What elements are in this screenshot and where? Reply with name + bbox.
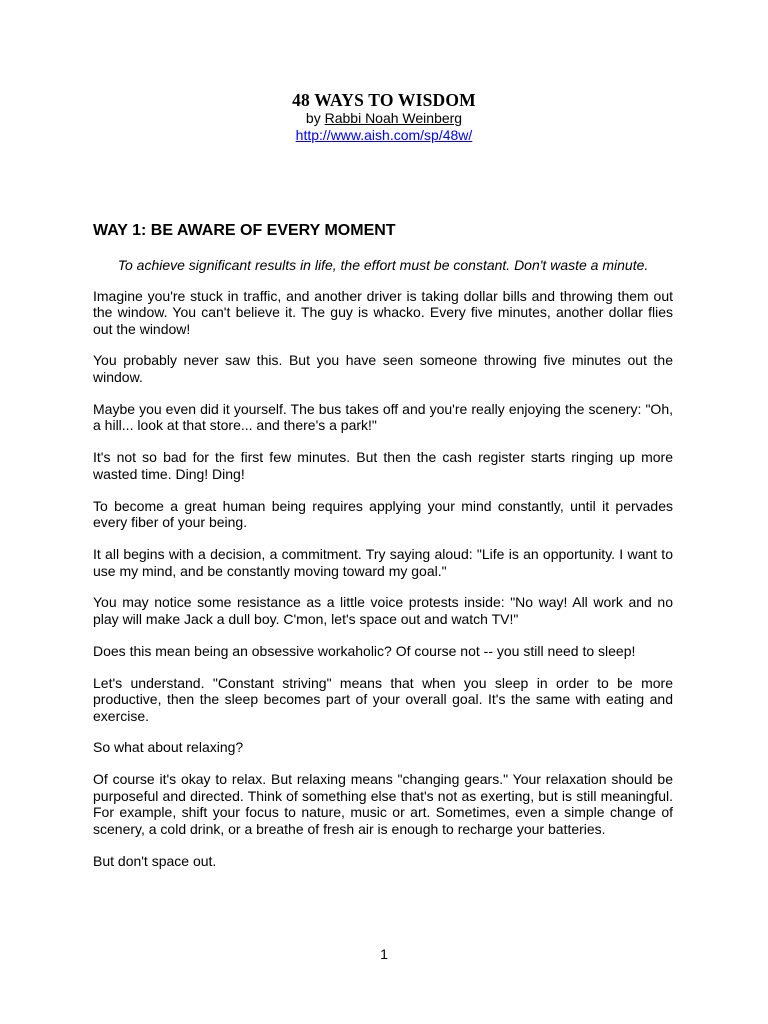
document-header [0,90,768,145]
epigraph: To achieve significant results in life, the effort must be constant. Don't waste a minute. [117,257,649,273]
paragraph: It all begins with a decision, a commitment. Try saying aloud: "Life is an opportunity. I want to use my mind, and be constantly moving toward my goal." [93,545,673,579]
paragraph: You probably never saw this. But you have seen someone throwing five minutes out the window. [93,352,673,386]
paragraph: You may notice some resistance as a little voice protests inside: "No way! All work and no play will make Jack a dull boy. C'mon, let's space out and watch TV!" [93,594,673,627]
paragraph: Imagine you're stuck in traffic, and another driver is taking dollar bills and throwing them out the window. You can't believe it. The guy is whacko. Every five minutes, another dollar flies out the window! [93,287,673,337]
byline [0,110,768,127]
paragraph: Let's understand. "Constant striving" means that when you sleep in order to be more productive, then the sleep becomes part of your overall goal. It's the same with eating and exercise. [93,674,673,724]
section-heading: WAY 1: BE AWARE OF EVERY MOMENT [93,222,396,239]
author-link[interactable]: Rabbi Noah Weinberg [324,110,463,126]
paragraph: Maybe you even did it yourself. The bus takes off and you're really enjoying the scenery: "Oh, a hill... look at that store... and there's a park!" [93,400,673,434]
paragraph: But don't space out. [93,852,217,869]
section-body [93,221,673,885]
page-number: 1 [380,946,388,962]
byline-prefix: by [305,110,325,126]
paragraph: So what about relaxing? [93,739,244,756]
paragraph: It's not so bad for the first few minutes. But then the cash register starts ringing up more wasted time. Ding! Ding! [93,449,673,482]
source-url-link[interactable]: http://www.aish.com/sp/48w/ [295,127,473,143]
document-title: 48 WAYS TO WISDOM [292,90,476,110]
paragraph: Of course it's okay to relax. But relaxing means "changing gears." Your relaxation should be purposeful and directed. Think of something else that's not as exerting, but is still meaningful. For example, shift your focus to nature, music or art. Sometimes, even a simple change of scenery, a cold drink, or a breathe of fresh air is enough to recharge your batteries. [93,771,673,838]
paragraph: Does this mean being an obsessive workaholic? Of course not -- you still need to sleep! [93,642,636,659]
paragraph: To become a great human being requires applying your mind constantly, until it pervades every fiber of your being. [93,497,673,531]
